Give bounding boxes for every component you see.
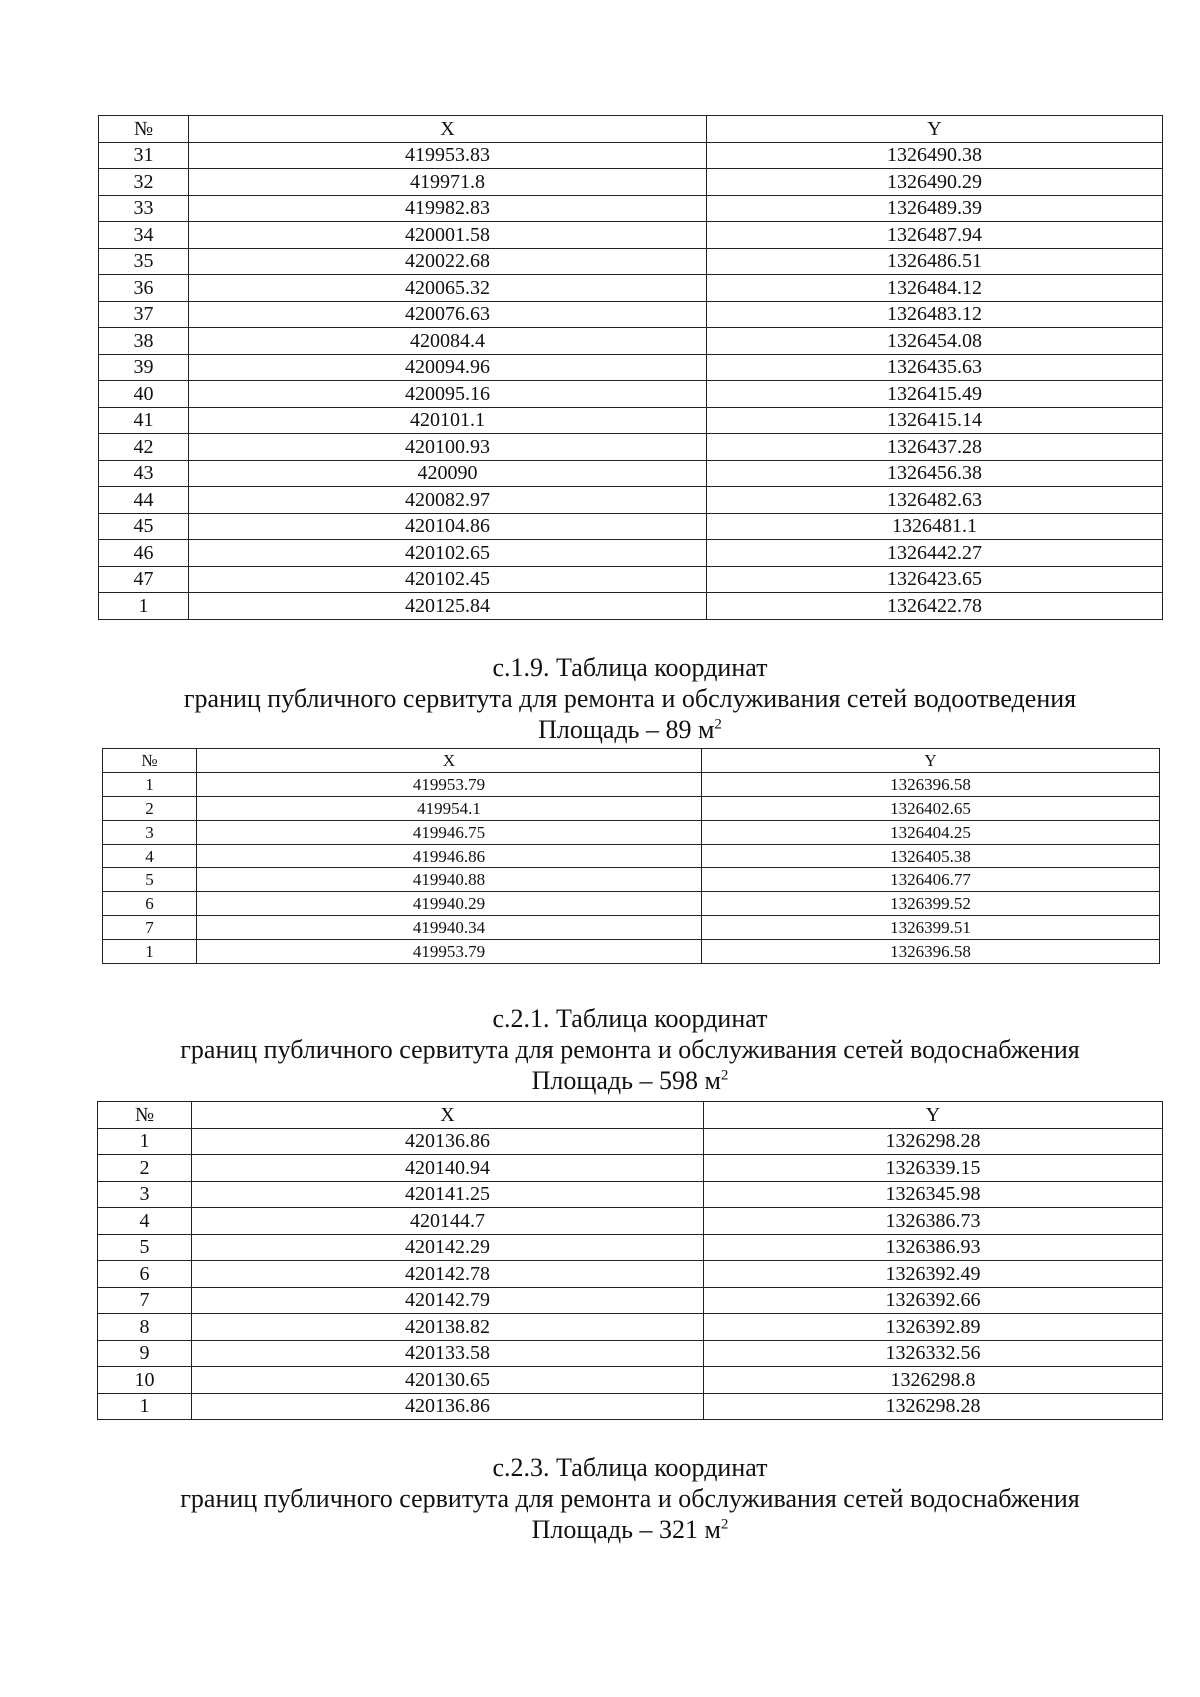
table-row <box>98 1367 1163 1394</box>
point-number: 31 <box>99 142 189 169</box>
column-header: № <box>98 1102 192 1129</box>
column-header: X <box>197 749 702 773</box>
point-number: 32 <box>99 169 189 196</box>
table-row <box>99 169 1163 196</box>
y-coordinate: 1326490.29 <box>707 169 1163 196</box>
table-row <box>99 301 1163 328</box>
heading-subtitle: границ публичного сервитута для ремонта и обслуживания сетей водоснабжения <box>180 1484 1080 1513</box>
point-number: 37 <box>99 301 189 328</box>
point-number: 33 <box>99 195 189 222</box>
column-header: Y <box>702 749 1160 773</box>
x-coordinate: 419940.88 <box>197 868 702 892</box>
x-coordinate: 419953.79 <box>197 772 702 796</box>
column-header: № <box>99 116 189 143</box>
table-row <box>99 434 1163 461</box>
y-coordinate: 1326386.93 <box>704 1234 1163 1261</box>
y-coordinate: 1326422.78 <box>707 593 1163 620</box>
x-coordinate: 420138.82 <box>192 1314 704 1341</box>
table-header-row <box>99 116 1163 143</box>
y-coordinate: 1326392.66 <box>704 1287 1163 1314</box>
y-coordinate: 1326298.8 <box>704 1367 1163 1394</box>
column-header: № <box>103 749 197 773</box>
x-coordinate: 420001.58 <box>189 222 707 249</box>
heading-subtitle: границ публичного сервитута для ремонта и обслуживания сетей водоотведения <box>183 684 1077 713</box>
point-number: 41 <box>99 407 189 434</box>
table-row <box>103 844 1160 868</box>
table-row <box>98 1261 1163 1288</box>
table-row <box>98 1234 1163 1261</box>
x-coordinate: 420102.65 <box>189 540 707 567</box>
point-number: 9 <box>98 1340 192 1367</box>
x-coordinate: 420104.86 <box>189 513 707 540</box>
point-number: 3 <box>98 1181 192 1208</box>
heading-area: Площадь – 89 $м^2$ <box>538 715 722 744</box>
table-row <box>98 1128 1163 1155</box>
y-coordinate: 1326437.28 <box>707 434 1163 461</box>
x-coordinate: 419946.86 <box>197 844 702 868</box>
table-row <box>99 460 1163 487</box>
column-header: X <box>192 1102 704 1129</box>
x-coordinate: 420082.97 <box>189 487 707 514</box>
table-row <box>98 1314 1163 1341</box>
x-coordinate: 420065.32 <box>189 275 707 302</box>
x-coordinate: 420142.29 <box>192 1234 704 1261</box>
x-coordinate: 419946.75 <box>197 820 702 844</box>
x-coordinate: 420140.94 <box>192 1155 704 1182</box>
y-coordinate: 1326405.38 <box>702 844 1160 868</box>
point-number: 2 <box>98 1155 192 1182</box>
y-coordinate: 1326489.39 <box>707 195 1163 222</box>
y-coordinate: 1326396.58 <box>702 772 1160 796</box>
point-number: 47 <box>99 566 189 593</box>
y-coordinate: 1326456.38 <box>707 460 1163 487</box>
x-coordinate: 420100.93 <box>189 434 707 461</box>
x-coordinate: 420142.79 <box>192 1287 704 1314</box>
x-coordinate: 419940.34 <box>197 916 702 940</box>
point-number: 42 <box>99 434 189 461</box>
section-heading-c23 <box>60 1452 1200 1545</box>
table-row <box>103 940 1160 964</box>
y-coordinate: 1326339.15 <box>704 1155 1163 1182</box>
point-number: 43 <box>99 460 189 487</box>
x-coordinate: 419982.83 <box>189 195 707 222</box>
x-coordinate: 420102.45 <box>189 566 707 593</box>
table-row <box>98 1155 1163 1182</box>
table-row <box>99 275 1163 302</box>
point-number: 7 <box>98 1287 192 1314</box>
point-number: 7 <box>103 916 197 940</box>
table-row <box>98 1393 1163 1420</box>
point-number: 36 <box>99 275 189 302</box>
point-number: 5 <box>103 868 197 892</box>
x-coordinate: 420133.58 <box>192 1340 704 1367</box>
coordinates-table-c21 <box>97 1101 1163 1420</box>
y-coordinate: 1326386.73 <box>704 1208 1163 1235</box>
y-coordinate: 1326483.12 <box>707 301 1163 328</box>
table-row <box>99 248 1163 275</box>
x-coordinate: 420094.96 <box>189 354 707 381</box>
point-number: 1 <box>98 1393 192 1420</box>
table-row <box>99 381 1163 408</box>
y-coordinate: 1326345.98 <box>704 1181 1163 1208</box>
x-coordinate: 420090 <box>189 460 707 487</box>
x-coordinate: 419953.83 <box>189 142 707 169</box>
point-number: 4 <box>103 844 197 868</box>
point-number: 6 <box>98 1261 192 1288</box>
heading-title: с.1.9. Таблица координат <box>492 653 768 682</box>
column-header: X <box>189 116 707 143</box>
coordinates-table-c19 <box>102 748 1160 964</box>
point-number: 1 <box>103 772 197 796</box>
point-number: 1 <box>99 593 189 620</box>
point-number: 10 <box>98 1367 192 1394</box>
y-coordinate: 1326399.52 <box>702 892 1160 916</box>
x-coordinate: 420136.86 <box>192 1128 704 1155</box>
y-coordinate: 1326392.89 <box>704 1314 1163 1341</box>
x-coordinate: 420141.25 <box>192 1181 704 1208</box>
x-coordinate: 419971.8 <box>189 169 707 196</box>
point-number: 39 <box>99 354 189 381</box>
table-row <box>99 487 1163 514</box>
y-coordinate: 1326415.14 <box>707 407 1163 434</box>
x-coordinate: 420095.16 <box>189 381 707 408</box>
y-coordinate: 1326415.49 <box>707 381 1163 408</box>
x-coordinate: 420076.63 <box>189 301 707 328</box>
table-row <box>99 407 1163 434</box>
table-row <box>99 540 1163 567</box>
y-coordinate: 1326486.51 <box>707 248 1163 275</box>
table-row <box>98 1340 1163 1367</box>
point-number: 8 <box>98 1314 192 1341</box>
x-coordinate: 420130.65 <box>192 1367 704 1394</box>
table-row <box>99 142 1163 169</box>
y-coordinate: 1326406.77 <box>702 868 1160 892</box>
x-coordinate: 420125.84 <box>189 593 707 620</box>
point-number: 45 <box>99 513 189 540</box>
table-row <box>99 513 1163 540</box>
table-row <box>99 222 1163 249</box>
x-coordinate: 420101.1 <box>189 407 707 434</box>
table-header-row <box>103 749 1160 773</box>
table-row <box>98 1287 1163 1314</box>
y-coordinate: 1326423.65 <box>707 566 1163 593</box>
x-coordinate: 419954.1 <box>197 796 702 820</box>
y-coordinate: 1326396.58 <box>702 940 1160 964</box>
heading-title: с.2.3. Таблица координат <box>492 1453 768 1482</box>
x-coordinate: 419940.29 <box>197 892 702 916</box>
heading-title: с.2.1. Таблица координат <box>492 1004 768 1033</box>
point-number: 5 <box>98 1234 192 1261</box>
table-row <box>99 328 1163 355</box>
point-number: 1 <box>103 940 197 964</box>
point-number: 2 <box>103 796 197 820</box>
table-row <box>99 566 1163 593</box>
heading-area: Площадь – 598 $м^2$ <box>531 1066 729 1095</box>
point-number: 4 <box>98 1208 192 1235</box>
table-row <box>98 1208 1163 1235</box>
table-row <box>99 195 1163 222</box>
point-number: 44 <box>99 487 189 514</box>
point-number: 6 <box>103 892 197 916</box>
y-coordinate: 1326484.12 <box>707 275 1163 302</box>
x-coordinate: 420142.78 <box>192 1261 704 1288</box>
table-row <box>103 892 1160 916</box>
column-header: Y <box>707 116 1163 143</box>
heading-subtitle: границ публичного сервитута для ремонта и обслуживания сетей водоснабжения <box>180 1035 1080 1064</box>
point-number: 3 <box>103 820 197 844</box>
x-coordinate: 420022.68 <box>189 248 707 275</box>
table-row <box>103 868 1160 892</box>
section-heading-c19 <box>60 652 1200 745</box>
y-coordinate: 1326454.08 <box>707 328 1163 355</box>
y-coordinate: 1326435.63 <box>707 354 1163 381</box>
point-number: 40 <box>99 381 189 408</box>
y-coordinate: 1326481.1 <box>707 513 1163 540</box>
table-row <box>103 820 1160 844</box>
y-coordinate: 1326490.38 <box>707 142 1163 169</box>
y-coordinate: 1326392.49 <box>704 1261 1163 1288</box>
table-row <box>103 772 1160 796</box>
point-number: 38 <box>99 328 189 355</box>
table-row <box>99 593 1163 620</box>
column-header: Y <box>704 1102 1163 1129</box>
point-number: 35 <box>99 248 189 275</box>
y-coordinate: 1326404.25 <box>702 820 1160 844</box>
point-number: 46 <box>99 540 189 567</box>
x-coordinate: 420136.86 <box>192 1393 704 1420</box>
section-heading-c21 <box>60 1003 1200 1096</box>
y-coordinate: 1326442.27 <box>707 540 1163 567</box>
y-coordinate: 1326402.65 <box>702 796 1160 820</box>
y-coordinate: 1326298.28 <box>704 1393 1163 1420</box>
table-row <box>98 1181 1163 1208</box>
heading-area: Площадь – 321 $м^2$ <box>531 1515 729 1544</box>
y-coordinate: 1326298.28 <box>704 1128 1163 1155</box>
table-header-row <box>98 1102 1163 1129</box>
y-coordinate: 1326399.51 <box>702 916 1160 940</box>
y-coordinate: 1326332.56 <box>704 1340 1163 1367</box>
y-coordinate: 1326482.63 <box>707 487 1163 514</box>
coordinates-table-continued <box>98 115 1163 620</box>
x-coordinate: 419953.79 <box>197 940 702 964</box>
table-row <box>103 796 1160 820</box>
x-coordinate: 420084.4 <box>189 328 707 355</box>
x-coordinate: 420144.7 <box>192 1208 704 1235</box>
table-row <box>103 916 1160 940</box>
point-number: 1 <box>98 1128 192 1155</box>
y-coordinate: 1326487.94 <box>707 222 1163 249</box>
table-row <box>99 354 1163 381</box>
point-number: 34 <box>99 222 189 249</box>
